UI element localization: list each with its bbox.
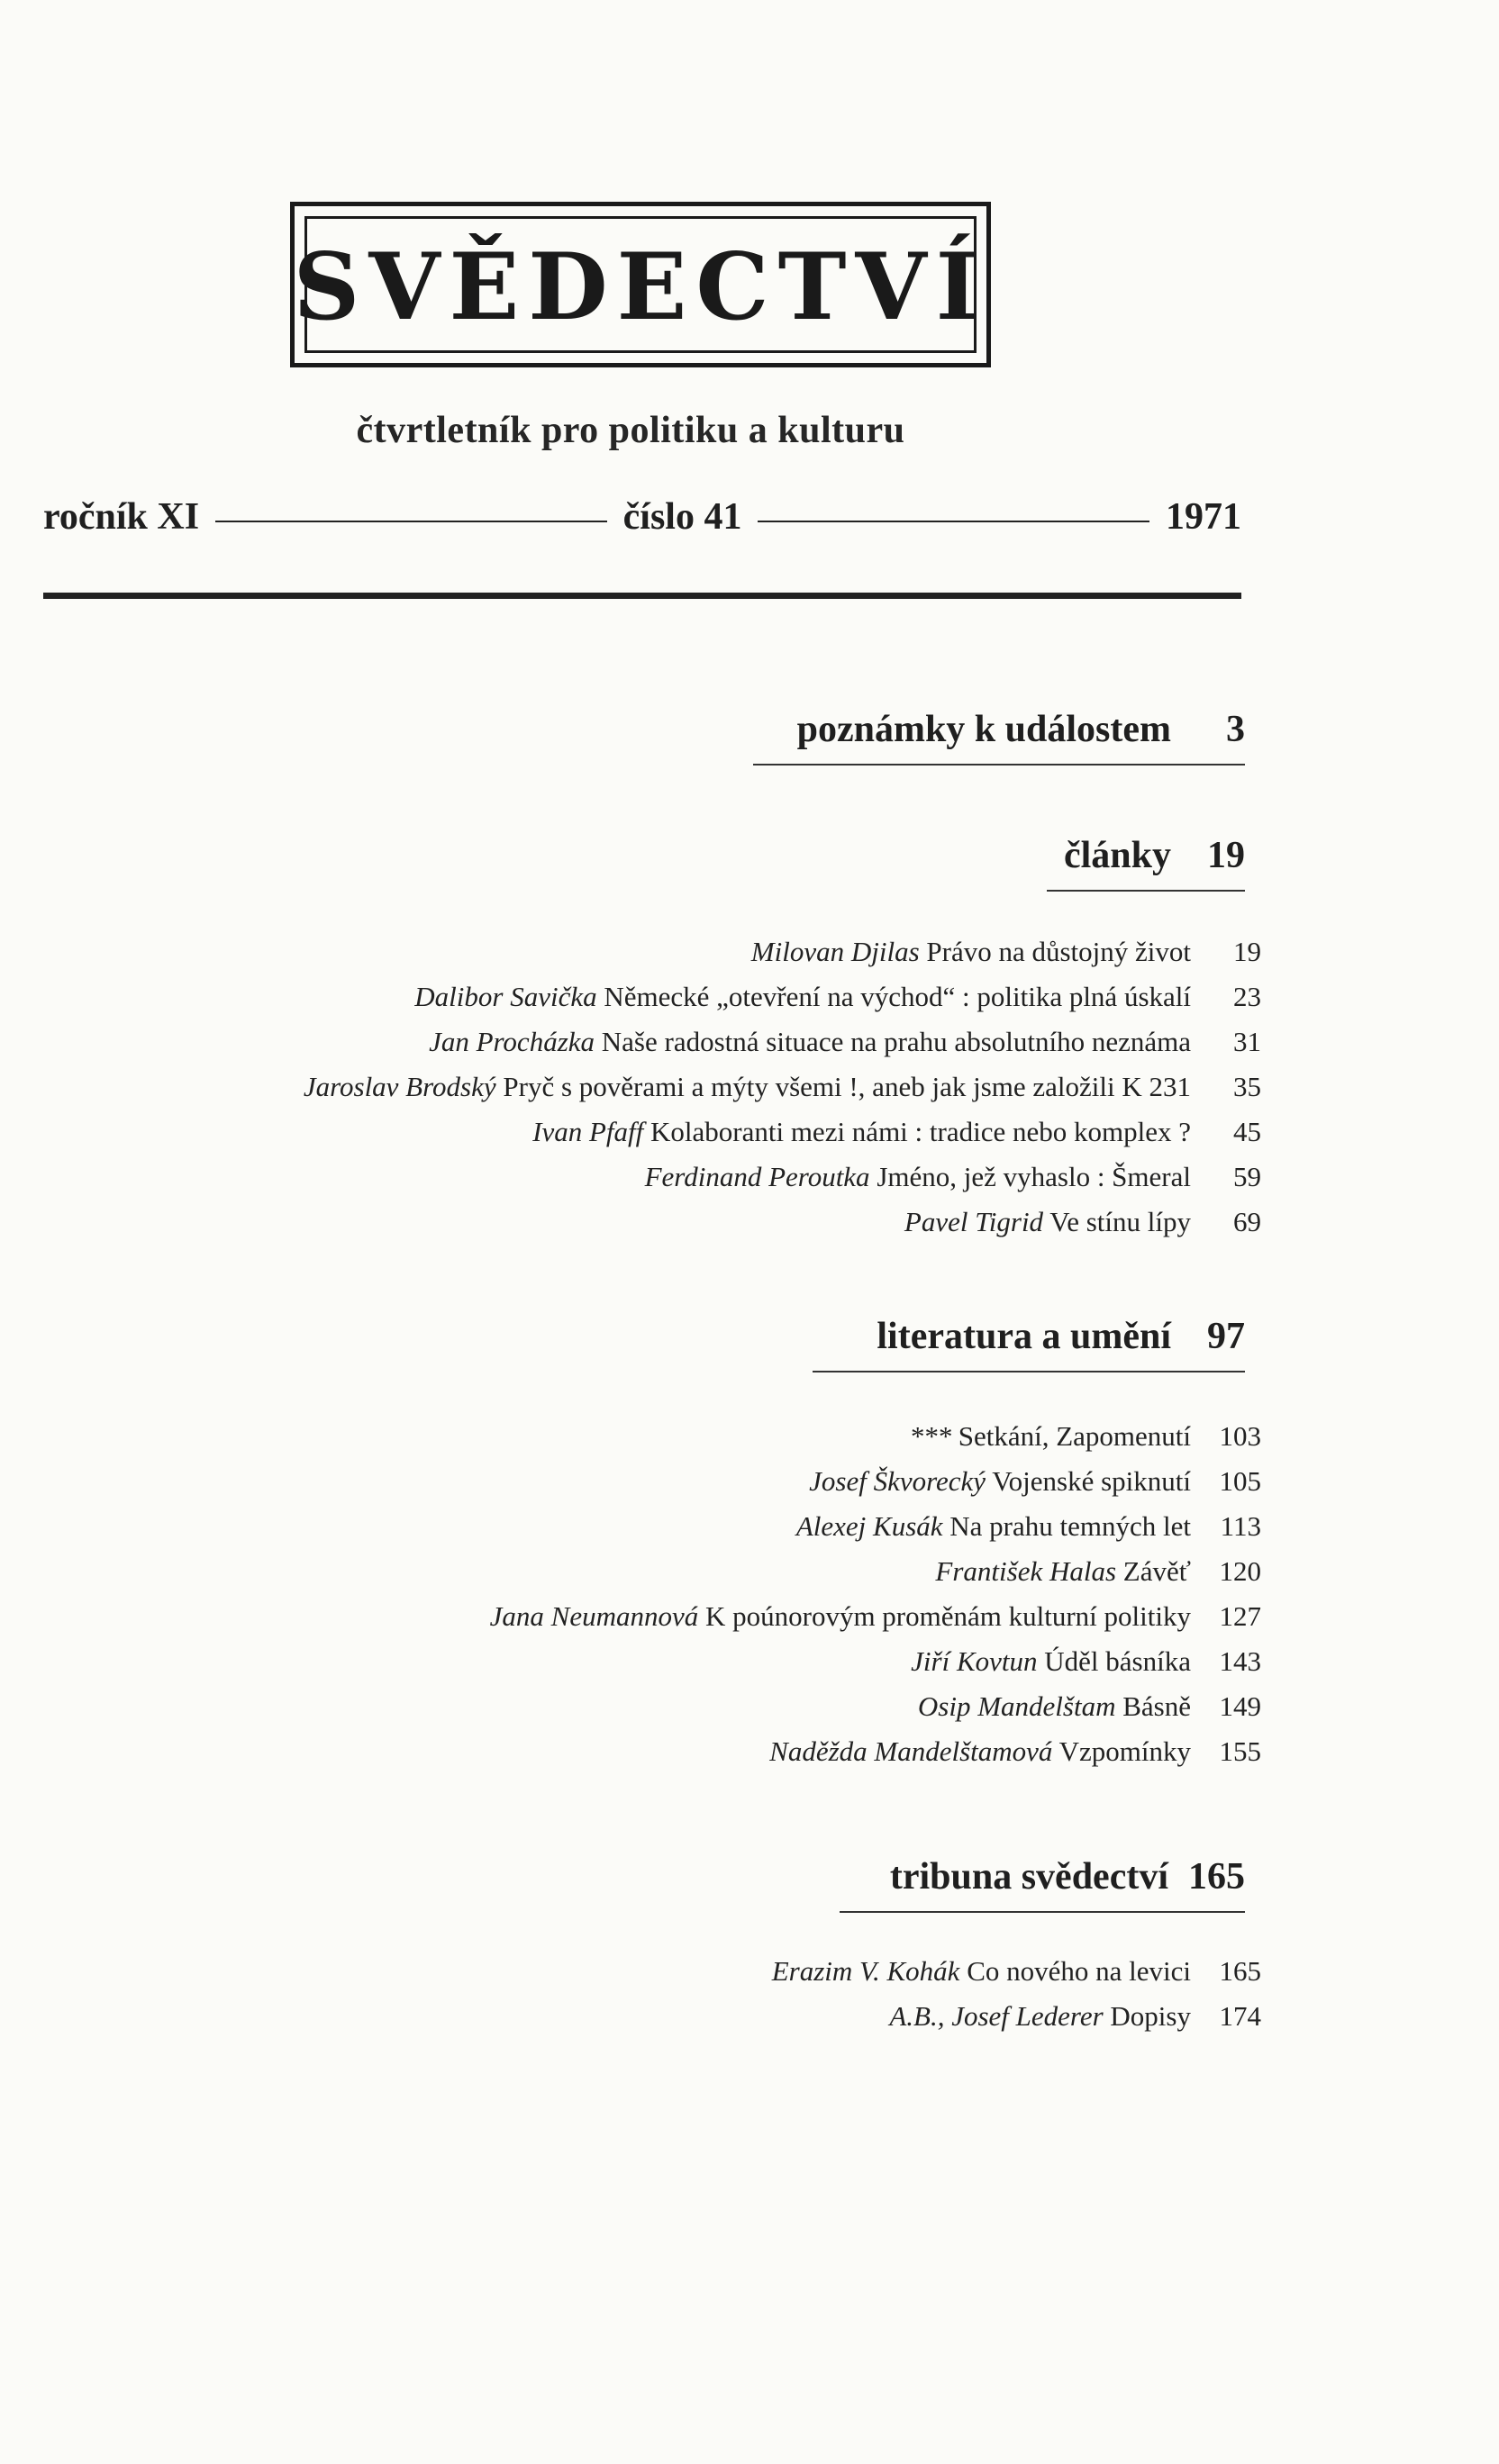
entry-title: K poúnorovým proměnám kulturní politiky — [704, 1600, 1191, 1632]
entry-title: Na prahu temných let — [949, 1510, 1191, 1542]
entry-title: Německé „otevření na východ“ : politika plná úskalí — [604, 981, 1191, 1012]
section-title: literatura a umění — [877, 1316, 1171, 1357]
entry-author: Ivan Pfaff — [532, 1116, 644, 1147]
entry-author: Alexej Kusák — [795, 1510, 943, 1542]
section-title: tribuna svědectví — [889, 1856, 1168, 1898]
entry-title: Kolaboranti mezi námi : tradice nebo komplex ? — [650, 1116, 1191, 1147]
entry-author: Milovan Djilas — [750, 936, 920, 967]
entry-author: Jan Procházka — [429, 1026, 595, 1057]
entry-title: Ve stínu lípy — [1049, 1206, 1191, 1237]
entry-page: 45 — [1233, 1116, 1261, 1147]
entry-title: Setkání, Zapomenutí — [958, 1420, 1191, 1452]
entry-page: 105 — [1219, 1465, 1261, 1497]
entry-title: Co nového na levici — [967, 1955, 1191, 1987]
entry-author: Naděžda Mandelštamová — [769, 1735, 1053, 1767]
magazine-subtitle: čtvrtletník pro politiku a kulturu — [356, 410, 905, 451]
entry-author: Jaroslav Brodský — [303, 1071, 496, 1102]
entry-author: Osip Mandelštam — [917, 1690, 1116, 1722]
entry-author: Jiří Kovtun — [911, 1645, 1038, 1677]
magazine-title: SVĚDECTVÍ — [293, 233, 988, 341]
toc-entry — [414, 980, 1261, 1013]
toc-entry — [796, 1509, 1261, 1543]
entry-author: František Halas — [935, 1555, 1117, 1587]
toc-entry — [935, 1554, 1261, 1588]
volume-line — [43, 490, 1241, 544]
section-page: 165 — [1188, 1856, 1245, 1898]
entry-page: 69 — [1233, 1206, 1261, 1237]
toc-entry — [889, 1999, 1261, 2033]
entry-page: 31 — [1233, 1026, 1261, 1057]
toc-entry — [645, 1160, 1261, 1193]
toc-entry — [751, 935, 1261, 968]
toc-entry — [911, 1644, 1261, 1678]
entry-title: Právo na důstojný život — [926, 936, 1191, 967]
entry-title: Úděl básníka — [1044, 1645, 1191, 1677]
section-heading-tribune — [840, 1855, 1245, 1913]
entry-page: 120 — [1219, 1555, 1261, 1587]
masthead-inner-frame — [293, 216, 988, 353]
entry-author: Josef Škvorecký — [809, 1465, 986, 1497]
section-heading-articles — [1047, 834, 1245, 892]
section-heading-literature — [813, 1315, 1245, 1372]
masthead-frame — [290, 202, 991, 367]
section-page: 97 — [1207, 1316, 1245, 1357]
entry-title: Naše radostná situace na prahu absolutního neznáma — [601, 1026, 1191, 1057]
section-title: poznámky k událostem — [796, 709, 1171, 750]
toc-entry — [429, 1025, 1261, 1058]
volume-label: ročník XI — [43, 496, 200, 538]
toc-entry — [772, 1954, 1261, 1988]
section-page: 19 — [1207, 835, 1245, 876]
entry-title: Vojenské spiknutí — [992, 1465, 1191, 1497]
entry-page: 35 — [1233, 1071, 1261, 1102]
header-divider — [43, 593, 1241, 599]
toc-entry — [532, 1115, 1261, 1148]
toc-entry — [490, 1599, 1261, 1633]
entry-page: 59 — [1233, 1161, 1261, 1192]
toc-entry — [904, 1205, 1261, 1238]
year-label: 1971 — [1166, 496, 1242, 538]
section-title: články — [1063, 835, 1171, 876]
entry-page: 155 — [1219, 1735, 1261, 1767]
toc-entry — [809, 1464, 1261, 1498]
entry-title: Jméno, jež vyhaslo : Šmeral — [877, 1161, 1191, 1192]
volume-rule-right — [758, 521, 1149, 522]
entry-page: 149 — [1219, 1690, 1261, 1722]
entry-title: Básně — [1122, 1690, 1191, 1722]
entry-author: Dalibor Savička — [414, 981, 597, 1012]
section-page: 3 — [1226, 709, 1245, 750]
entry-page: 143 — [1219, 1645, 1261, 1677]
entry-page: 19 — [1233, 936, 1261, 967]
entry-title: Závěť — [1122, 1555, 1191, 1587]
entry-author: A.B., Josef Lederer — [889, 2000, 1104, 2032]
toc-entry — [769, 1735, 1261, 1768]
toc-entry — [304, 1070, 1261, 1103]
entry-author: *** — [909, 1420, 951, 1452]
volume-rule-left — [215, 521, 607, 522]
entry-author: Erazim V. Kohák — [771, 1955, 960, 1987]
entry-page: 113 — [1220, 1510, 1261, 1542]
entry-title: Vzpomínky — [1058, 1735, 1191, 1767]
issue-label: číslo 41 — [622, 496, 742, 538]
toc-entry — [918, 1689, 1261, 1723]
entry-page: 103 — [1219, 1420, 1261, 1452]
entry-page: 127 — [1219, 1600, 1261, 1632]
entry-author: Ferdinand Peroutka — [644, 1161, 870, 1192]
entry-page: 23 — [1233, 981, 1261, 1012]
entry-page: 165 — [1219, 1955, 1261, 1987]
entry-author: Pavel Tigrid — [904, 1206, 1044, 1237]
entry-page: 174 — [1219, 2000, 1261, 2032]
toc-entry — [909, 1419, 1261, 1453]
section-heading-notes — [753, 708, 1245, 765]
entry-title: Dopisy — [1110, 2000, 1191, 2032]
entry-title: Pryč s pověrami a mýty všemi !, aneb jak jsme založili K 231 — [503, 1071, 1191, 1102]
entry-author: Jana Neumannová — [489, 1600, 699, 1632]
